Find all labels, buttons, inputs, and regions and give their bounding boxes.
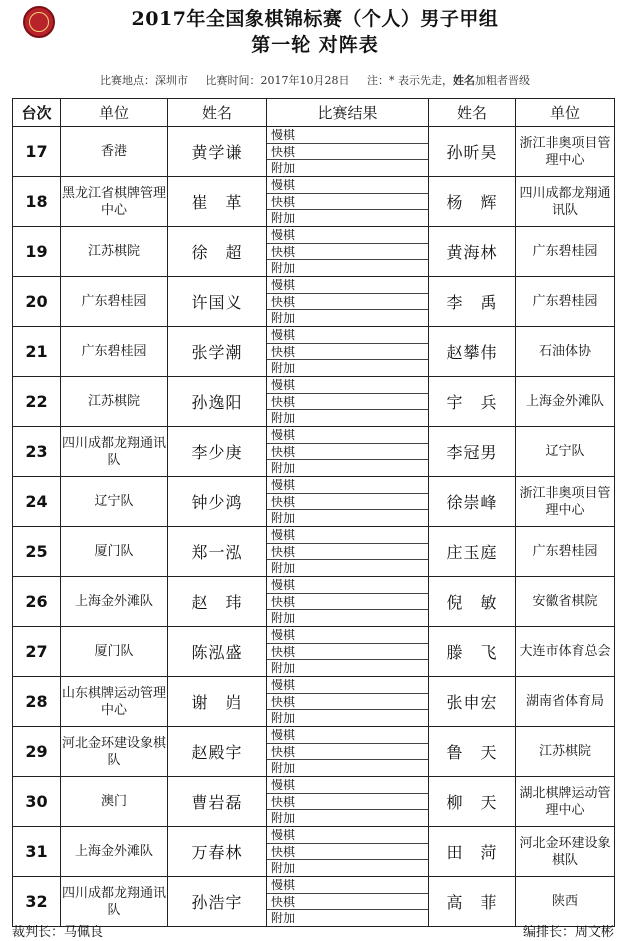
result-line: 快棋: [267, 494, 428, 511]
player-left: 孙浩宇: [168, 877, 267, 927]
result-line: 附加: [271, 911, 296, 926]
header-table-no: 台次: [13, 99, 61, 127]
table-no: 27: [13, 627, 61, 677]
result-cell: [267, 127, 429, 177]
header-unit-right: 单位: [516, 99, 615, 127]
result-cell: [267, 527, 429, 577]
unit-left: 四川成都龙翔通讯队: [61, 427, 168, 477]
result-line: 附加: [271, 311, 296, 326]
unit-right: 辽宁队: [516, 427, 615, 477]
player-left: 赵殿宇: [168, 727, 267, 777]
result-cell: [267, 577, 429, 627]
result-cell: [267, 727, 429, 777]
table-no: 25: [13, 527, 61, 577]
player-right: 孙昕昊: [429, 127, 516, 177]
result-cell: [267, 827, 429, 877]
player-right: 李 禹: [429, 277, 516, 327]
player-right: 杨 辉: [429, 177, 516, 227]
table-no: 26: [13, 577, 61, 627]
result-line: 慢棋: [267, 877, 428, 894]
unit-right: 浙江非奥项目管理中心: [516, 477, 615, 527]
table-no: 24: [13, 477, 61, 527]
result-line: 附加: [271, 461, 296, 476]
result-cell: [267, 227, 429, 277]
player-right: 倪 敏: [429, 577, 516, 627]
table-row: [13, 627, 615, 677]
unit-left: 澳门: [61, 777, 168, 827]
player-left: 郑一泓: [168, 527, 267, 577]
pairing-table: [12, 98, 615, 927]
result-line: 快棋: [267, 644, 428, 661]
note-prefix: 注：* 表示先走，: [367, 74, 453, 87]
result-line: 快棋: [267, 794, 428, 811]
unit-left: 河北金环建设象棋队: [61, 727, 168, 777]
table-row: [13, 177, 615, 227]
table-row: [13, 127, 615, 177]
result-line: 附加: [271, 561, 296, 576]
result-cell: [267, 627, 429, 677]
table-no: 21: [13, 327, 61, 377]
result-line: 慢棋: [267, 827, 428, 844]
result-line: 快棋: [267, 344, 428, 361]
table-row: [13, 877, 615, 927]
player-right: 黄海林: [429, 227, 516, 277]
unit-right: 上海金外滩队: [516, 377, 615, 427]
player-left: 赵 玮: [168, 577, 267, 627]
unit-left: 江苏棋院: [61, 377, 168, 427]
player-left: 孙逸阳: [168, 377, 267, 427]
result-cell: [267, 477, 429, 527]
player-right: 滕 飞: [429, 627, 516, 677]
player-left: 崔 革: [168, 177, 267, 227]
unit-right: 石油体协: [516, 327, 615, 377]
result-line: 慢棋: [267, 477, 428, 494]
result-line: 附加: [271, 761, 296, 776]
table-no: 29: [13, 727, 61, 777]
result-line: 慢棋: [267, 277, 428, 294]
table-row: [13, 527, 615, 577]
unit-right: 安徽省棋院: [516, 577, 615, 627]
player-left: 许国义: [168, 277, 267, 327]
header-unit-left: 单位: [61, 99, 168, 127]
unit-right: 广东碧桂园: [516, 227, 615, 277]
table-row: [13, 227, 615, 277]
unit-right: 湖北棋牌运动管理中心: [516, 777, 615, 827]
result-line: 快棋: [267, 194, 428, 211]
player-right: 田 菏: [429, 827, 516, 877]
table-row: [13, 477, 615, 527]
result-line: 快棋: [267, 744, 428, 761]
table-row: [13, 677, 615, 727]
player-right: 徐崇峰: [429, 477, 516, 527]
unit-left: 香港: [61, 127, 168, 177]
table-row: [13, 327, 615, 377]
unit-left: 厦门队: [61, 527, 168, 577]
table-no: 19: [13, 227, 61, 277]
result-cell: [267, 427, 429, 477]
unit-left: 江苏棋院: [61, 227, 168, 277]
unit-right: 浙江非奥项目管理中心: [516, 127, 615, 177]
player-right: 庄玉庭: [429, 527, 516, 577]
result-line: 慢棋: [267, 227, 428, 244]
result-line: 附加: [271, 211, 296, 226]
unit-left: 辽宁队: [61, 477, 168, 527]
result-line: 快棋: [267, 394, 428, 411]
result-cell: [267, 277, 429, 327]
player-left: 万春林: [168, 827, 267, 877]
table-row: [13, 427, 615, 477]
table-row: [13, 827, 615, 877]
result-line: 慢棋: [267, 727, 428, 744]
unit-left: 黑龙江省棋牌管理中心: [61, 177, 168, 227]
unit-right: 湖南省体育局: [516, 677, 615, 727]
result-line: 慢棋: [267, 577, 428, 594]
result-line: 附加: [271, 661, 296, 676]
result-line: 慢棋: [267, 527, 428, 544]
arranger: 编排长：周文彬: [522, 925, 614, 940]
result-line: 慢棋: [267, 427, 428, 444]
result-line: 慢棋: [267, 177, 428, 194]
unit-left: 厦门队: [61, 627, 168, 677]
player-left: 李少庚: [168, 427, 267, 477]
table-no: 17: [13, 127, 61, 177]
result-line: 快棋: [267, 694, 428, 711]
result-cell: [267, 327, 429, 377]
table-no: 22: [13, 377, 61, 427]
result-line: 附加: [271, 361, 296, 376]
table-row: [13, 277, 615, 327]
unit-left: 广东碧桂园: [61, 277, 168, 327]
player-right: 高 菲: [429, 877, 516, 927]
date-text: 比赛时间：2017年10月28日: [205, 74, 350, 87]
result-line: 附加: [271, 161, 296, 176]
unit-left: 广东碧桂园: [61, 327, 168, 377]
result-line: 附加: [271, 411, 296, 426]
player-left: 曹岩磊: [168, 777, 267, 827]
result-line: 慢棋: [267, 677, 428, 694]
result-cell: [267, 677, 429, 727]
result-cell: [267, 377, 429, 427]
player-left: 钟少鸿: [168, 477, 267, 527]
result-cell: [267, 877, 429, 927]
unit-left: 山东棋牌运动管理中心: [61, 677, 168, 727]
page-title: 2017年全国象棋锦标赛（个人）男子甲组: [131, 8, 499, 30]
result-line: 慢棋: [267, 377, 428, 394]
table-no: 28: [13, 677, 61, 727]
table-no: 23: [13, 427, 61, 477]
table-row: [13, 777, 615, 827]
player-right: 鲁 天: [429, 727, 516, 777]
result-line: 快棋: [267, 244, 428, 261]
unit-right: 陕西: [516, 877, 615, 927]
unit-right: 广东碧桂园: [516, 527, 615, 577]
note-text: [367, 74, 530, 87]
table-row: [13, 727, 615, 777]
result-line: 快棋: [267, 544, 428, 561]
player-right: 张申宏: [429, 677, 516, 727]
unit-right: 广东碧桂园: [516, 277, 615, 327]
unit-left: 四川成都龙翔通讯队: [61, 877, 168, 927]
unit-right: 河北金环建设象棋队: [516, 827, 615, 877]
player-left: 谢 岿: [168, 677, 267, 727]
result-line: 快棋: [267, 594, 428, 611]
header-name-left: 姓名: [168, 99, 267, 127]
table-no: 20: [13, 277, 61, 327]
table-no: 30: [13, 777, 61, 827]
result-line: 快棋: [267, 894, 428, 911]
result-line: 快棋: [267, 844, 428, 861]
result-line: 附加: [271, 261, 296, 276]
player-left: 徐 超: [168, 227, 267, 277]
unit-right: 四川成都龙翔通讯队: [516, 177, 615, 227]
result-line: 附加: [271, 611, 296, 626]
header-name-right: 姓名: [429, 99, 516, 127]
table-no: 31: [13, 827, 61, 877]
note-suffix: 加粗者晋级: [475, 74, 530, 87]
player-left: 陈泓盛: [168, 627, 267, 677]
unit-left: 上海金外滩队: [61, 577, 168, 627]
result-line: 快棋: [267, 444, 428, 461]
result-line: 慢棋: [267, 327, 428, 344]
info-line: [0, 72, 630, 88]
result-line: 慢棋: [267, 127, 428, 144]
result-line: 附加: [271, 511, 296, 526]
table-header-row: [13, 99, 615, 127]
header-result: 比赛结果: [267, 99, 429, 127]
result-cell: [267, 177, 429, 227]
table-no: 18: [13, 177, 61, 227]
table-no: 32: [13, 877, 61, 927]
player-right: 李冠男: [429, 427, 516, 477]
result-line: 快棋: [267, 294, 428, 311]
note-bold: 姓名: [453, 74, 475, 87]
unit-right: 江苏棋院: [516, 727, 615, 777]
venue-text: 比赛地点：深圳市: [100, 74, 188, 87]
player-left: 黄学谦: [168, 127, 267, 177]
result-line: 快棋: [267, 144, 428, 161]
page-subtitle: 第一轮 对阵表: [251, 34, 379, 56]
result-cell: [267, 777, 429, 827]
unit-left: 上海金外滩队: [61, 827, 168, 877]
table-row: [13, 377, 615, 427]
result-line: 附加: [271, 861, 296, 876]
unit-right: 大连市体育总会: [516, 627, 615, 677]
result-line: 慢棋: [267, 777, 428, 794]
player-right: 赵攀伟: [429, 327, 516, 377]
result-line: 附加: [271, 711, 296, 726]
table-row: [13, 577, 615, 627]
player-right: 宇 兵: [429, 377, 516, 427]
result-line: 附加: [271, 811, 296, 826]
chief-referee: 裁判长：马佩良: [12, 925, 104, 940]
player-left: 张学潮: [168, 327, 267, 377]
result-line: 慢棋: [267, 627, 428, 644]
player-right: 柳 天: [429, 777, 516, 827]
